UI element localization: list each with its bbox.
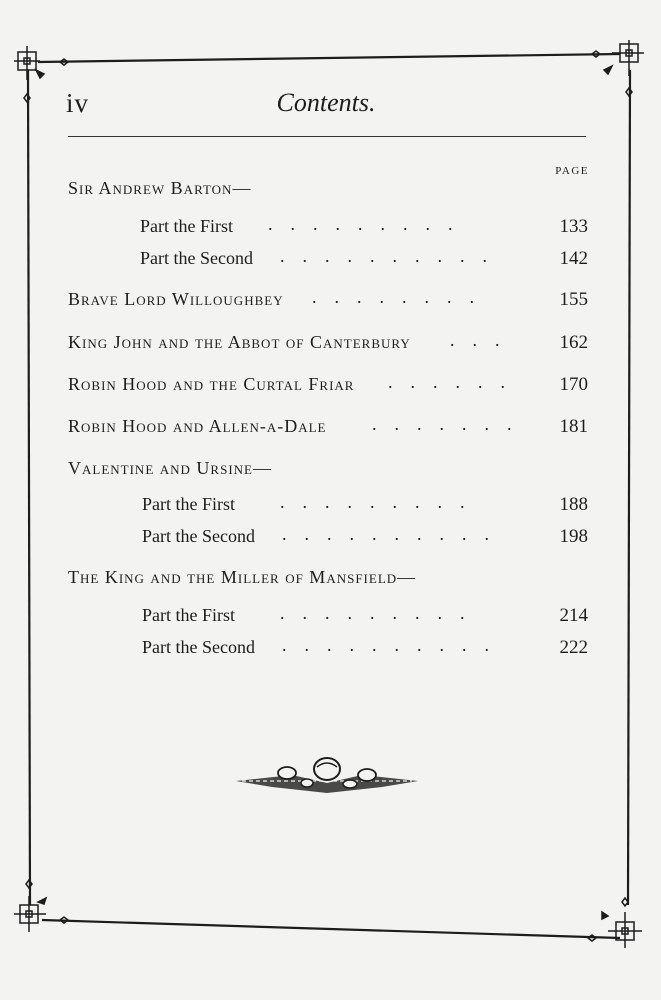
toc-entry-page: 133 xyxy=(559,216,588,237)
toc-entry xyxy=(68,289,588,315)
header-rule xyxy=(68,136,586,137)
corner-ornament-bottom-left xyxy=(14,880,68,932)
leader-dots: . . . . . . . . . . xyxy=(280,246,487,266)
toc-entry-page: 188 xyxy=(559,494,588,515)
toc-entry-page: 198 xyxy=(559,526,588,547)
toc-entry xyxy=(68,416,588,442)
tailpiece-ornament xyxy=(232,753,422,803)
toc-entry xyxy=(68,248,588,274)
toc-entry-title: Valentine and Ursine— xyxy=(68,458,272,478)
toc-entry xyxy=(68,178,588,204)
leader-dots: . . . xyxy=(450,330,500,350)
toc-entry xyxy=(68,332,588,358)
leader-dots: . . . . . . . . . xyxy=(280,603,465,623)
corner-ornament-top-left xyxy=(14,46,68,102)
toc-entry-page: 142 xyxy=(559,248,588,269)
toc-entry-title: Part the Second xyxy=(140,248,253,268)
leader-dots: . . . . . . . . . . xyxy=(282,524,489,544)
page-header xyxy=(66,88,586,128)
toc-entry-title: Robin Hood and the Curtal Friar xyxy=(68,374,355,394)
leader-dots: . . . . . . . . . . xyxy=(282,635,489,655)
toc-entry xyxy=(68,526,588,552)
toc-entry-title: The King and the Miller of Mansfield— xyxy=(68,567,417,587)
toc-entry-page: 170 xyxy=(559,374,588,395)
toc-entry-page: 162 xyxy=(559,332,588,353)
leader-dots: . . . . . . . . . xyxy=(280,492,465,512)
toc-entry xyxy=(68,637,588,663)
toc-entry-title: Sir Andrew Barton— xyxy=(68,178,252,198)
leader-dots: . . . . . . . xyxy=(372,414,512,434)
toc-entry xyxy=(68,605,588,631)
page-column-label: PAGE xyxy=(555,165,589,177)
toc-entry-page: 155 xyxy=(559,289,588,310)
toc-entry xyxy=(68,374,588,400)
toc-entry-page: 222 xyxy=(559,637,588,658)
toc-entry-title: Robin Hood and Allen-a-Dale xyxy=(68,416,327,436)
toc-entry-title: Brave Lord Willoughbey xyxy=(68,289,284,309)
toc-entry-title: Part the Second xyxy=(142,526,255,546)
toc-entry xyxy=(68,494,588,520)
toc-entry-title: King John and the Abbot of Canterbury xyxy=(68,332,411,352)
toc-entry-title: Part the First xyxy=(140,216,233,236)
corner-ornament-bottom-right xyxy=(588,898,642,948)
page-number: iv xyxy=(66,88,90,118)
toc-entry xyxy=(68,458,588,484)
toc-entry-page: 214 xyxy=(559,605,588,626)
leader-dots: . . . . . . . . xyxy=(312,287,474,307)
leader-dots: . . . . . . xyxy=(388,372,505,392)
leader-dots: . . . . . . . . . xyxy=(268,214,453,234)
toc-entry-title: Part the First xyxy=(142,494,235,514)
toc-entry-title: Part the First xyxy=(142,605,235,625)
page-title: Contents. xyxy=(276,88,376,117)
corner-ornament-top-right xyxy=(592,40,644,96)
toc-entry-title: Part the Second xyxy=(142,637,255,657)
toc-entry xyxy=(68,216,588,242)
toc-entry-page: 181 xyxy=(559,416,588,437)
toc-entry xyxy=(68,567,588,593)
